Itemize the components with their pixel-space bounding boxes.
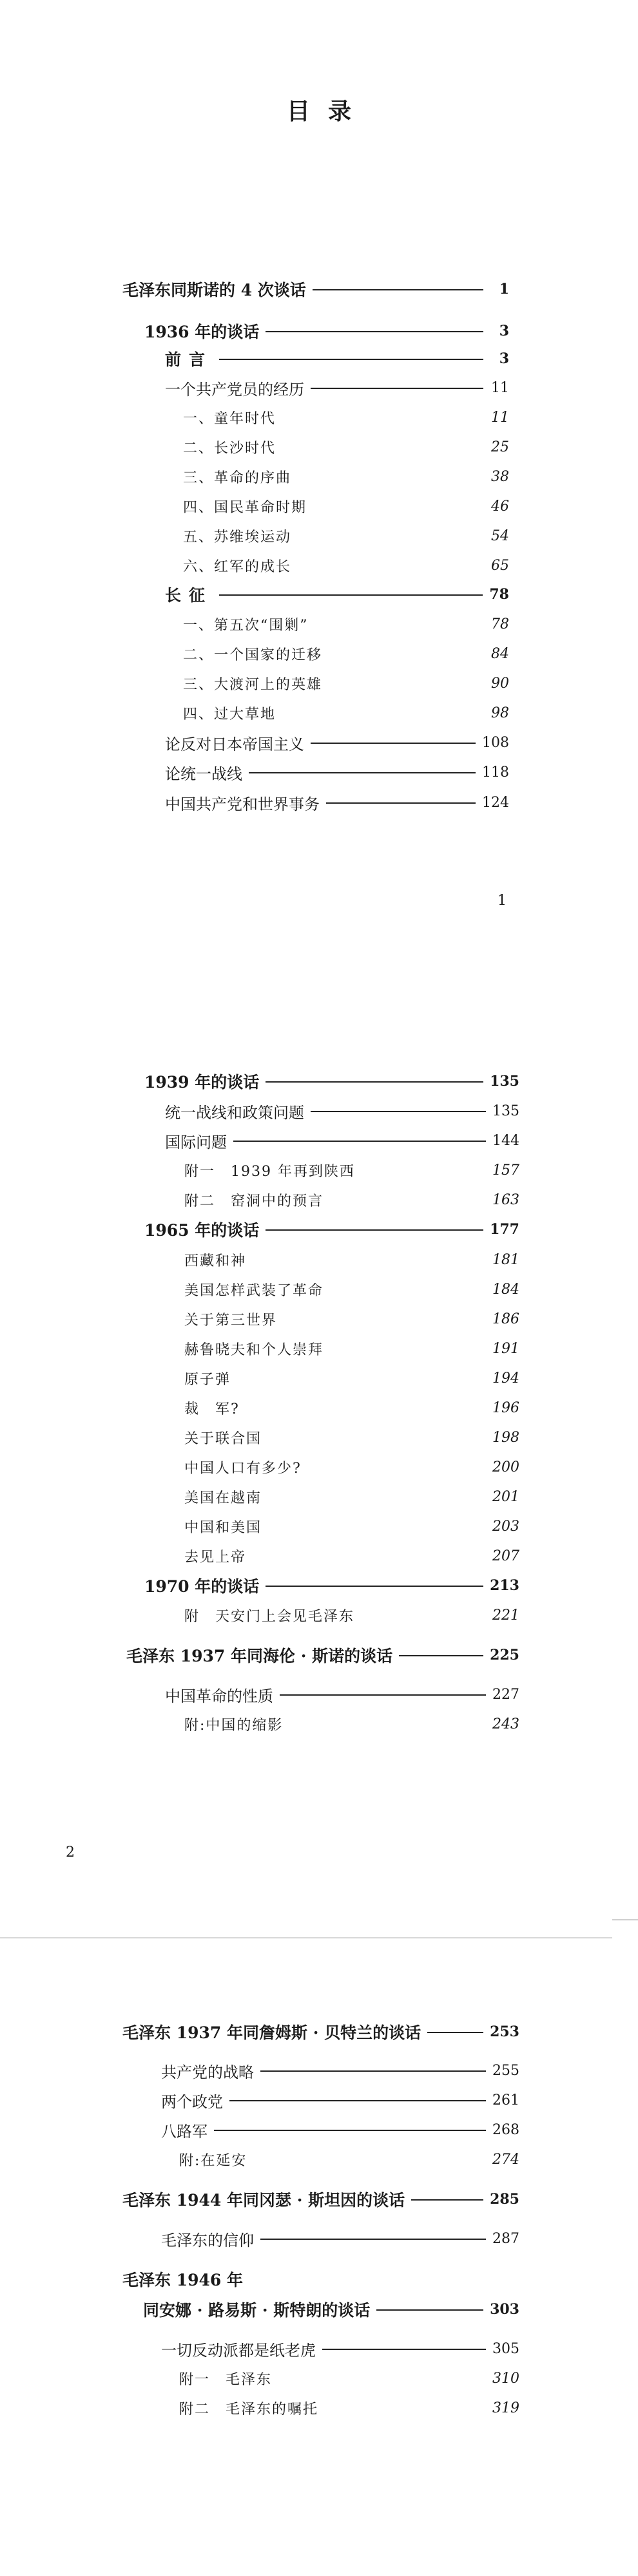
- toc-entry: [183, 672, 509, 694]
- toc-entry-page: 201: [492, 1488, 519, 1505]
- leader-line: [280, 1694, 486, 1696]
- toc-entry: [179, 2397, 519, 2419]
- toc-entry-label: 一、童年时代: [183, 410, 276, 427]
- toc-entry-page: 38: [491, 468, 509, 485]
- toc-entry: [183, 554, 509, 576]
- toc-entry-label: 1939 年的谈话: [144, 1073, 260, 1092]
- toc-entry: [184, 1397, 519, 1419]
- toc-entry-label: 共产党的战略: [161, 2063, 254, 2081]
- toc-entry: [161, 2089, 519, 2111]
- toc-entry-page: 268: [492, 2121, 519, 2138]
- page-number: 1: [498, 893, 507, 909]
- toc-entry-page: 65: [491, 557, 509, 574]
- toc-entry-page: 54: [491, 527, 509, 544]
- toc-entry-page: 157: [492, 1162, 519, 1179]
- toc-entry-label: 一、第五次“围剿”: [183, 617, 309, 634]
- toc-entry: [165, 761, 509, 783]
- toc-entry-label: 原子弹: [184, 1371, 231, 1388]
- toc-entry-label: 同安娜 · 路易斯 · 斯特朗的谈话: [143, 2301, 371, 2320]
- toc-entry-label: 中国人口有多少?: [184, 1460, 302, 1477]
- toc-entry: [184, 1545, 519, 1567]
- toc-entry-page: 25: [491, 439, 509, 455]
- toc-entry-page: 310: [492, 2370, 519, 2387]
- toc-page-3: [0, 1938, 638, 2576]
- toc-entry-label: 三、大渡河上的英雄: [183, 676, 323, 693]
- toc-entry-page: 196: [492, 1399, 519, 1416]
- toc-entry: [165, 377, 509, 399]
- toc-entry-label: 论反对日本帝国主义: [165, 735, 304, 753]
- leader-line: [266, 331, 483, 332]
- leader-line: [219, 359, 483, 360]
- toc-entry: [165, 791, 509, 813]
- toc-entry-label: 一个共产党员的经历: [165, 380, 304, 399]
- toc-entry: [122, 2021, 519, 2043]
- toc-entry-label: 毛泽东同斯诺的 4 次谈话: [122, 281, 306, 299]
- toc-entry: [144, 1218, 519, 1240]
- toc-entry-page: 227: [492, 1686, 519, 1703]
- leader-line: [322, 2349, 486, 2350]
- leader-line: [427, 2032, 483, 2033]
- leader-line: [311, 1111, 486, 1112]
- toc-entry: [165, 583, 509, 605]
- toc-entry: [144, 1070, 519, 1092]
- toc-entry-page: 3: [499, 323, 509, 339]
- toc-entry-page: 3: [499, 350, 509, 367]
- toc-entry: [184, 1426, 519, 1448]
- toc-entry-page: 78: [491, 616, 509, 632]
- toc-entry-label: 附:在延安: [179, 2152, 247, 2169]
- toc-entry: [165, 1100, 519, 1122]
- toc-entry-label: 美国在越南: [184, 1490, 262, 1506]
- toc-entry: [179, 2148, 519, 2170]
- toc-entry-page: 1: [499, 281, 509, 298]
- page-number: 2: [66, 1844, 75, 1861]
- toc-entry-label: 三、革命的序曲: [183, 469, 292, 486]
- toc-entry: [183, 613, 509, 635]
- toc-entry-label: 八路军: [161, 2122, 208, 2141]
- toc-entry: [122, 2268, 519, 2290]
- toc-entry-label: 中国和美国: [184, 1519, 262, 1536]
- toc-entry: [183, 525, 509, 547]
- toc-entry-label: 二、长沙时代: [183, 440, 276, 457]
- toc-entry-label: 长征: [165, 586, 213, 605]
- toc-entry-page: 135: [490, 1073, 519, 1090]
- toc-entry: [183, 466, 509, 488]
- toc-entry-page: 221: [492, 1607, 519, 1624]
- toc-entry: [122, 2188, 519, 2210]
- toc-entry-page: 207: [492, 1548, 519, 1564]
- leader-line: [266, 1081, 483, 1083]
- toc-entry: [144, 1575, 519, 1596]
- leader-line: [266, 1229, 483, 1231]
- toc-entry: [165, 348, 509, 370]
- toc-entry: [184, 1278, 519, 1300]
- toc-entry: [126, 1644, 519, 1666]
- toc-entry: [184, 1249, 519, 1271]
- leader-line: [376, 2309, 483, 2311]
- toc-entry-label: 毛泽东 1944 年同冈瑟 · 斯坦因的谈话: [122, 2191, 405, 2210]
- toc-entry-label: 去见上帝: [184, 1549, 247, 1566]
- leader-line: [249, 772, 476, 773]
- toc-entry-page: 46: [491, 498, 509, 515]
- toc-entry-page: 243: [492, 1716, 519, 1732]
- toc-entry: [161, 2228, 519, 2249]
- page-title: 目录: [286, 98, 369, 125]
- toc-entry: [184, 1159, 519, 1181]
- leader-line: [260, 2239, 486, 2240]
- toc-entry: [183, 436, 509, 458]
- toc-entry-page: 285: [490, 2191, 519, 2208]
- toc-entry-page: 287: [492, 2230, 519, 2247]
- toc-entry-label: 关于联合国: [184, 1430, 262, 1447]
- toc-entry-label: 1936 年的谈话: [144, 323, 260, 341]
- toc-entry-label: 毛泽东 1946 年: [122, 2271, 243, 2289]
- toc-entry: [183, 495, 509, 517]
- toc-entry-page: 225: [490, 1647, 519, 1663]
- toc-entry-page: 118: [482, 764, 509, 781]
- toc-entry: [143, 2298, 519, 2320]
- leader-line: [229, 2100, 486, 2101]
- toc-entry-label: 四、国民革命时期: [183, 499, 307, 516]
- toc-entry: [144, 320, 509, 342]
- toc-entry-page: 303: [490, 2301, 519, 2318]
- toc-entry-page: 261: [492, 2092, 519, 2108]
- toc-entry-label: 美国怎样武装了革命: [184, 1282, 324, 1299]
- toc-entry-page: 186: [492, 1311, 519, 1327]
- toc-entry-page: 181: [492, 1251, 519, 1268]
- toc-entry-label: 附 天安门上会见毛泽东: [184, 1608, 355, 1625]
- toc-entry-label: 国际问题: [165, 1133, 227, 1151]
- toc-entry-label: 附:中国的缩影: [184, 1717, 284, 1734]
- page-edge-mark: [612, 1919, 638, 1920]
- leader-line: [313, 289, 483, 290]
- toc-entry-page: 135: [492, 1103, 519, 1119]
- toc-entry: [122, 278, 509, 300]
- toc-entry: [183, 702, 509, 724]
- toc-entry-label: 前言: [165, 350, 213, 369]
- toc-entry-page: 194: [492, 1370, 519, 1387]
- toc-entry: [179, 2367, 519, 2389]
- toc-entry: [165, 1683, 519, 1705]
- toc-entry: [183, 643, 509, 665]
- toc-entry-label: 附二 窑洞中的预言: [184, 1193, 324, 1209]
- toc-entry-page: 305: [492, 2340, 519, 2357]
- toc-entry-label: 中国革命的性质: [165, 1687, 273, 1705]
- leader-line: [311, 743, 476, 744]
- toc-entry: [184, 1515, 519, 1537]
- toc-entry-label: 毛泽东的信仰: [161, 2231, 254, 2249]
- toc-entry-page: 177: [490, 1221, 519, 1238]
- toc-entry-label: 一切反动派都是纸老虎: [161, 2341, 316, 2360]
- toc-entry-label: 六、红军的成长: [183, 558, 292, 575]
- toc-entry: [184, 1189, 519, 1211]
- leader-line: [233, 1141, 486, 1142]
- toc-entry-page: 200: [492, 1459, 519, 1475]
- toc-entry-label: 二、一个国家的迁移: [183, 647, 323, 663]
- toc-entry-label: 五、苏维埃运动: [183, 529, 292, 545]
- toc-entry-label: 关于第三世界: [184, 1312, 278, 1329]
- toc-entry-page: 203: [492, 1518, 519, 1535]
- toc-entry-label: 中国共产党和世界事务: [165, 795, 320, 813]
- toc-entry-page: 253: [490, 2023, 519, 2040]
- toc-entry-label: 两个政党: [161, 2092, 223, 2111]
- toc-entry-label: 裁 军?: [184, 1401, 240, 1417]
- toc-entry-page: 274: [492, 2151, 519, 2168]
- toc-entry: [184, 1367, 519, 1389]
- toc-entry: [161, 2119, 519, 2141]
- toc-entry-page: 184: [492, 1281, 519, 1298]
- toc-entry-label: 附二 毛泽东的嘱托: [179, 2401, 319, 2418]
- leader-line: [266, 1586, 483, 1587]
- toc-entry-page: 198: [492, 1429, 519, 1446]
- toc-entry-label: 统一战线和政策问题: [165, 1103, 304, 1122]
- toc-entry: [184, 1486, 519, 1508]
- leader-line: [326, 802, 476, 804]
- toc-page-1: [0, 0, 638, 966]
- toc-entry: [165, 1130, 519, 1151]
- toc-entry: [184, 1456, 519, 1478]
- toc-entry-label: 毛泽东 1937 年同海伦 · 斯诺的谈话: [126, 1647, 393, 1665]
- toc-entry-page: 78: [489, 586, 509, 603]
- toc-entry-page: 144: [492, 1132, 519, 1149]
- toc-entry: [183, 406, 509, 428]
- leader-line: [399, 1655, 483, 1656]
- toc-entry: [161, 2338, 519, 2360]
- toc-entry-page: 11: [491, 409, 509, 426]
- toc-entry: [165, 732, 509, 753]
- toc-entry-page: 84: [491, 645, 509, 662]
- leader-line: [219, 594, 483, 596]
- toc-entry-page: 191: [492, 1340, 519, 1357]
- toc-entry-page: 11: [491, 379, 509, 396]
- toc-entry-label: 西藏和神: [184, 1253, 247, 1269]
- leader-line: [311, 388, 483, 389]
- toc-entry: [184, 1604, 519, 1626]
- toc-entry-label: 附一 毛泽东: [179, 2371, 273, 2388]
- leader-line: [214, 2130, 486, 2131]
- toc-entry-page: 213: [490, 1577, 519, 1594]
- toc-page-2: [0, 966, 638, 1938]
- toc-entry-label: 赫鲁晓夫和个人崇拜: [184, 1341, 324, 1358]
- toc-entry-page: 255: [492, 2062, 519, 2079]
- toc-entry-label: 附一 1939 年再到陕西: [184, 1163, 355, 1180]
- toc-entry-page: 124: [482, 794, 509, 811]
- leader-line: [411, 2199, 483, 2201]
- toc-entry-page: 90: [491, 675, 509, 692]
- toc-entry: [161, 2060, 519, 2081]
- toc-entry-page: 108: [482, 734, 509, 751]
- toc-entry-label: 1965 年的谈话: [144, 1221, 260, 1240]
- toc-entry: [184, 1338, 519, 1359]
- toc-entry-page: 319: [492, 2400, 519, 2416]
- toc-entry: [184, 1308, 519, 1330]
- toc-entry-page: 98: [491, 705, 509, 721]
- toc-entry-label: 1970 年的谈话: [144, 1577, 260, 1596]
- toc-entry: [184, 1713, 519, 1735]
- toc-entry-label: 四、过大草地: [183, 706, 276, 723]
- toc-entry-label: 论统一战线: [165, 764, 242, 783]
- leader-line: [260, 2070, 486, 2072]
- toc-entry-label: 毛泽东 1937 年同詹姆斯 · 贝特兰的谈话: [122, 2023, 421, 2042]
- toc-entry-page: 163: [492, 1191, 519, 1208]
